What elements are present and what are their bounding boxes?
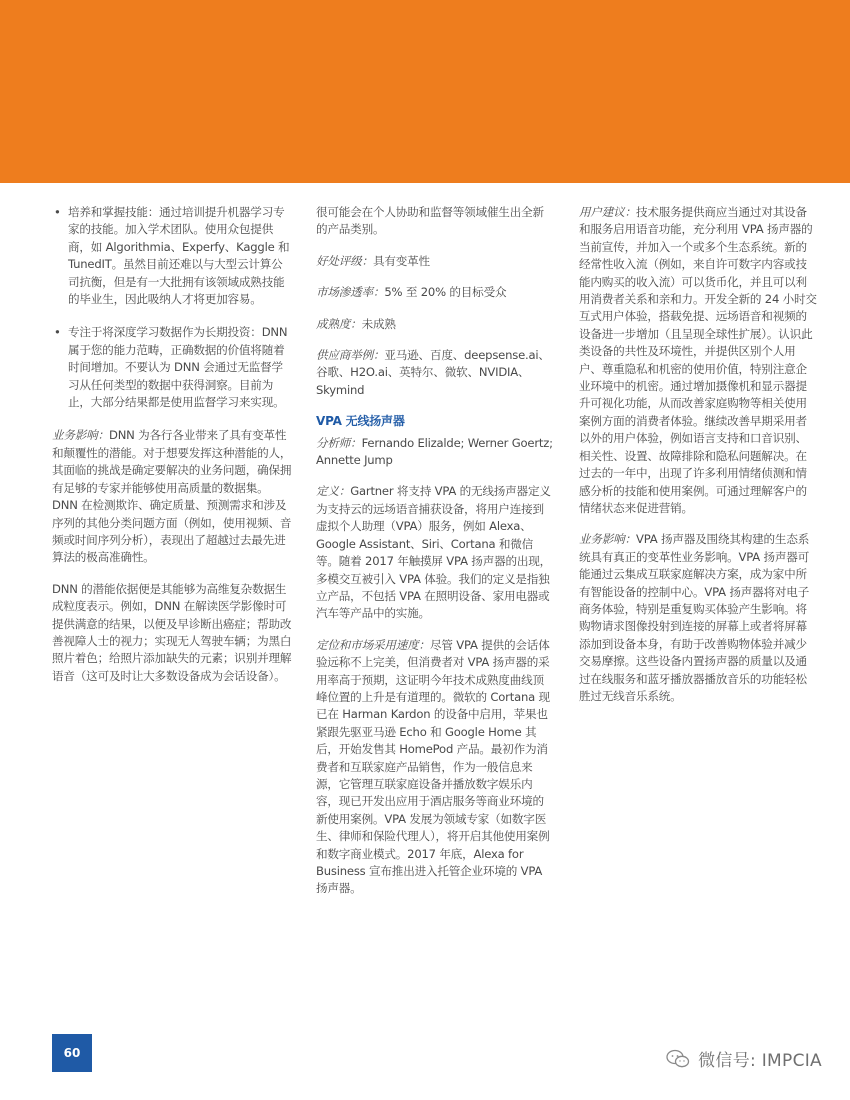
business-impact-label: 业务影响：	[52, 428, 109, 443]
sample-vendors-value: 亚马逊、百度、deepsense.ai、谷歌、H2O.ai、英特尔、微软、NVIDIA、Skymind	[316, 348, 550, 397]
bullet-text: 培养和掌握技能：通过培训提升机器学习专家的技能。加入学术团队。使用众包提供商，如 Algorithmia、Experfy、Kaggle 和 TunedIT。虽然目前还难以与大型云计算公司抗衡，但是有一大批拥有该领域成熟技能的毕业生，因此吸纳人才将更加容易。	[68, 205, 290, 307]
analysts-label: 分析师：	[316, 435, 362, 450]
maturity-value: 未成熟	[361, 316, 396, 331]
definition-label: 定义：	[316, 484, 351, 499]
position-paragraph	[316, 637, 554, 898]
definition-text: Gartner 将支持 VPA 的无线扬声器定义为支持云的远场语音捕获设备，将用户连接到虚拟个人助理（VPA）服务，例如 Alexa、Google Assistant、Siri、Cortana 和微信等。随着 2017 年触摸屏 VPA 扬声器的出现，多模交互被引入 VPA 体验。我们的定义是指独立产品，不包括 VPA 在照明设备、家用电器或汽车等产品中的实施。	[316, 484, 552, 621]
benefit-rating-label: 好处评级：	[316, 253, 373, 268]
bullet-text: 专注于将深度学习数据作为长期投资：DNN 属于您的能力范畴，正确数据的价值将随着时间增加。不要认为 DNN 会通过无监督学习从任何类型的数据中获得洞察。目前为止，大部分结果都是使用监督学习来实现。	[68, 325, 288, 410]
business-impact-text: DNN 为各行各业带来了具有变革性和颠覆性的潜能。对于想要发挥这种潜能的人，其面临的挑战是确定要解决的业务问题，确保拥有足够的专家并能够使用高质量的数据集。DNN 在检测欺诈、确定质量、预测需求和涉及序列的其他分类问题方面（例如，使用视频、音频或时间序列分析），表现出了超越过去最先进算法的极高准确性。	[52, 428, 292, 565]
watermark	[666, 1046, 822, 1071]
definition-paragraph	[316, 483, 554, 622]
user-advice-paragraph	[579, 204, 817, 517]
business-impact-text: VPA 扬声器及围绕其构建的生态系统具有真正的变革性业务影响。VPA 扬声器可能通过云集成互联家庭解决方案，成为家中所有智能设备的控制中心。VPA 扬声器将对电子商务体验，特别是重复购买体验产生影响。将购物请求图像投射到连接的屏幕上或者将屏幕添加到设备本身，有助于改善购物体验并减少交易摩擦。这些设备内置扬声器的质量以及通过在线服务和蓝牙播放器播放音乐的功能轻松胜过无线音乐系统。	[579, 532, 810, 703]
market-penetration-label: 市场渗透率：	[316, 285, 385, 300]
bullet-icon: •	[54, 205, 61, 219]
position-label: 定位和市场采用速度：	[316, 637, 430, 652]
intro-paragraph: 很可能会在个人协助和监督等领域催生出全新的产品类别。	[316, 205, 544, 237]
maturity-label: 成熟度：	[316, 316, 362, 331]
user-advice-text: 技术服务提供商应当通过对其设备和服务启用语音功能，充分利用 VPA 扬声器的当前宣传，并加入一个或多个生态系统。新的经常性收入流（例如，来自许可数字内容或技能内购买的收入流）可以货币化，并且可以利用消费者关系和亲和力。开发全新的 24 小时交互式用户体验，搭载免提、远场语音和视频的设备进一步增加（且呈现全球性扩展）。认识此类设备的共性及环境性，并提供区别个人用户、尊重隐私和机密的使用价值，特别注意企业环境中的机密。通过增加摄像机和显示器提升可视化功能，从而改善家庭购物等相关使用案例方面的消费者体验。继续改善早期采用者以外的用户体验，例如语言支持和口音识别、相关性、设置、故障排除和隐私问题解决。在过去的一年中，出现了许多利用情绪侦测和情感分析的技能和使用案例。可通过理解客户的情绪状态来促进营销。	[579, 205, 817, 515]
bullet-item	[52, 204, 292, 308]
column-2	[316, 204, 554, 912]
column-1	[52, 204, 292, 699]
header-banner	[0, 0, 850, 183]
dnn-potential-paragraph: DNN 的潜能依据便是其能够为高维复杂数据生成粒度表示。例如，DNN 在解读医学影像时可提供满意的结果，以便及早诊断出癌症；帮助改善视障人士的视力；实现无人驾驶车辆；为黑白照片着色；给照片添加缺失的元素；识别并理解语音（这可及时让大多数设备成为会话设备）。	[52, 581, 292, 683]
watermark-text: 微信号: IMPCIA	[698, 1051, 822, 1071]
benefit-rating	[316, 253, 554, 270]
maturity	[316, 316, 554, 333]
market-penetration-value: 5% 至 20% 的目标受众	[384, 285, 507, 300]
business-impact-label: 业务影响：	[579, 532, 636, 547]
sample-vendors-label: 供应商举例：	[316, 348, 385, 363]
position-text: 尽管 VPA 提供的会话体验远称不上完美，但消费者对 VPA 扬声器的采用率高于预期，这证明今年技术成熟度曲线顶峰位置的上升是有道理的。微软的 Cortana 现已在 Harman Kardon 的设备中启用，苹果也紧跟先驱亚马逊 Echo 和 Google Home 其后，开始发售其 HomePod 产品。最初作为消费者和互联家庭产品销售，作为一般信息来源，它管理互联家庭设备并播放数字娱乐内容，现已开发出应用于酒店服务等商业环境的新使用案例。VPA 发展为领域专家（如数字医生、律师和保险代理人），将开启其他使用案例和数字商业模式。2017 年底，Alexa for Business 宣布推出进入托管企业环境的 VPA 扬声器。	[316, 637, 550, 896]
bullet-item	[52, 324, 292, 411]
user-advice-label: 用户建议：	[579, 205, 636, 219]
analysts	[316, 435, 554, 470]
analysts-value: Fernando Elizalde; Werner Goertz; Annette Jump	[316, 435, 553, 468]
wechat-icon	[666, 1049, 690, 1069]
business-impact-paragraph	[52, 427, 292, 566]
sample-vendors	[316, 347, 554, 399]
section-title: VPA 无线扬声器	[316, 414, 405, 429]
market-penetration	[316, 284, 554, 301]
column-3	[579, 204, 817, 719]
business-impact-paragraph	[579, 531, 817, 705]
bullet-icon: •	[54, 325, 61, 340]
benefit-rating-value: 具有变革性	[372, 253, 430, 268]
page-number: 60	[52, 1034, 92, 1072]
